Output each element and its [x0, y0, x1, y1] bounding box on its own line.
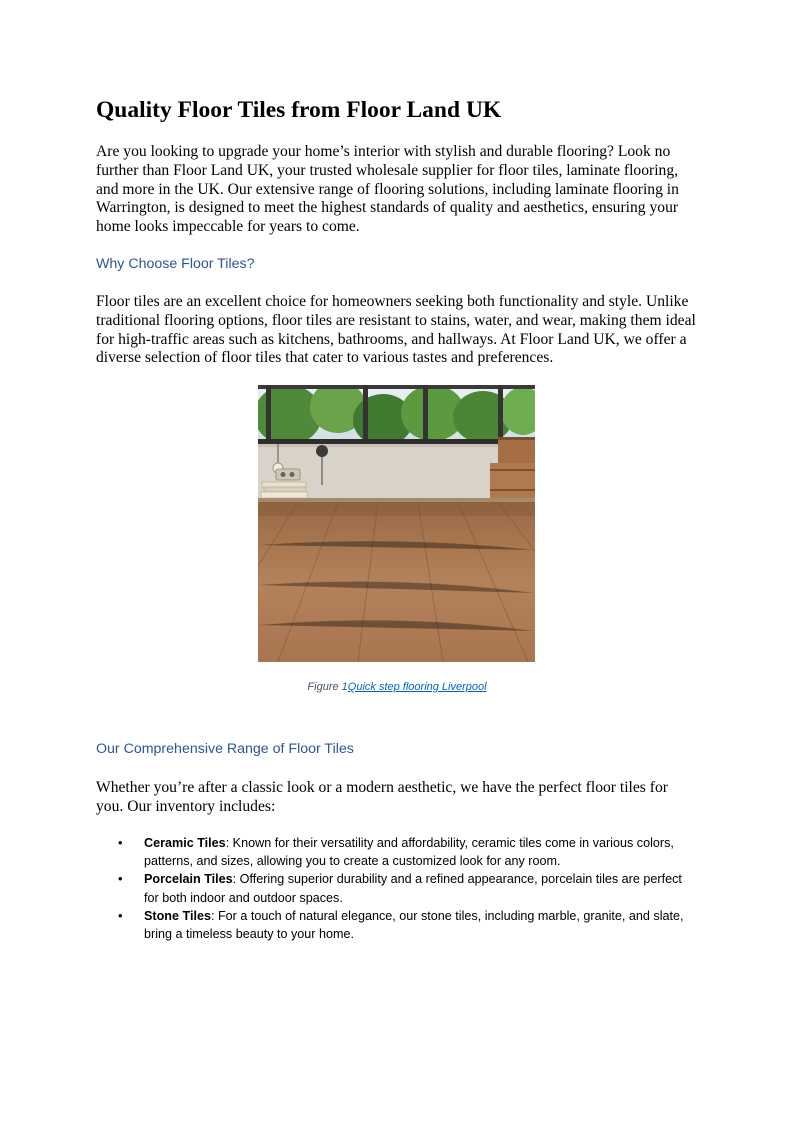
list-item-name: Ceramic Tiles	[144, 836, 226, 850]
figure-caption-prefix: Figure 1	[307, 681, 348, 693]
list-item-name: Porcelain Tiles	[144, 872, 233, 887]
list-item-name: Stone Tiles	[144, 908, 211, 923]
bullet: •	[118, 907, 123, 923]
bullet: •	[118, 835, 123, 850]
flooring-photo	[258, 385, 535, 662]
list-item-text: : For a touch of natural elegance, our stone tiles, including marble, granite, and slate, bring a timeless beauty to your home.	[144, 908, 684, 942]
list-item	[96, 870, 698, 906]
intro-paragraph: Are you looking to upgrade your home’s interior with stylish and durable flooring? Look no further than Floor Land UK, your trusted wholesale supplier for floor tiles, laminate flooring, and more in the UK. Our extensive range of flooring solutions, including laminate flooring in Warrington, is designed to meet the highest standards of quality and aesthetics, ensuring your home looks impeccable for years to come.	[96, 143, 679, 236]
list-item-text: : Known for their versatility and affordability, ceramic tiles come in various colors, patterns, and sizes, allowing you to create a customized look for any room.	[144, 836, 674, 869]
room-with-wood-floor-image	[258, 385, 535, 662]
figure-caption-link[interactable]: Quick step flooring Liverpool	[347, 681, 487, 693]
list-item	[96, 907, 698, 943]
tile-types-list	[96, 834, 698, 943]
range-paragraph: Whether you’re after a classic look or a modern aesthetic, we have the perfect floor tiles for you. Our inventory includes:	[96, 779, 668, 815]
page-title: Quality Floor Tiles from Floor Land UK	[96, 97, 502, 123]
section-heading-why-choose: Why Choose Floor Tiles?	[96, 256, 255, 272]
why-choose-paragraph: Floor tiles are an excellent choice for homeowners seeking both functionality and style. Unlike traditional flooring options, floor tiles are resistant to stains, water, and wear, making them ideal for high-traffic areas such as kitchens, bathrooms, and hallways. At Floor Land UK, we offer a diverse selection of floor tiles that cater to various tastes and preferences.	[96, 293, 696, 367]
list-item-text: : Offering superior durability and a refined appearance, porcelain tiles are perfect for both indoor and outdoor spaces.	[144, 872, 682, 905]
section-heading-range: Our Comprehensive Range of Floor Tiles	[96, 741, 354, 757]
figure-caption	[96, 681, 698, 693]
bullet: •	[118, 871, 123, 887]
list-item	[96, 834, 698, 870]
